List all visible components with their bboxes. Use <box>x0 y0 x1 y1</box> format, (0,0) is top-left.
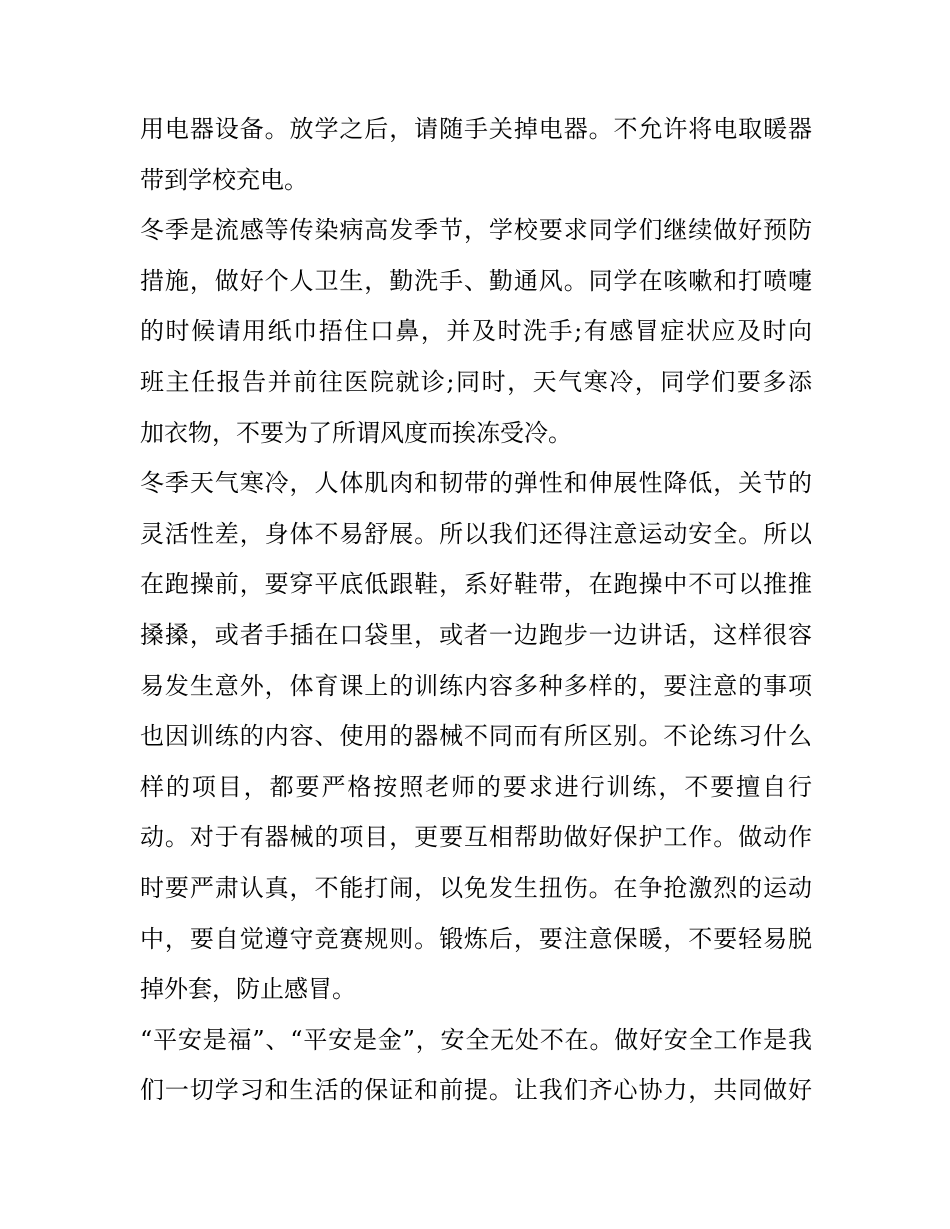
text-line: “平安是福”、“平安是金”，安全无处不在。做好安全工作是我 <box>140 1025 812 1054</box>
text-line: 措施，做好个人卫生，勤洗手、勤通风。同学在咳嗽和打喷嚏 <box>140 266 812 295</box>
text-line: 动。对于有器械的项目，更要互相帮助做好保护工作。做动作 <box>140 823 812 852</box>
text-line: 也因训练的内容、使用的器械不同而有所区别。不论练习什么 <box>140 722 812 751</box>
paragraph-exercise-safety <box>140 458 812 1015</box>
text-line: 掉外套，防止感冒。 <box>140 975 356 1004</box>
text-line: 用电器设备。放学之后，请随手关掉电器。不允许将电取暖器 <box>140 115 812 143</box>
text-line: 班主任报告并前往医院就诊;同时，天气寒冷，同学们要多添 <box>140 367 812 396</box>
text-line: 的时候请用纸巾捂住口鼻，并及时洗手;有感冒症状应及时向 <box>140 317 812 346</box>
text-line: 样的项目，都要严格按照老师的要求进行训练，不要擅自行 <box>140 772 812 801</box>
text-line: 时要严肃认真，不能打闹，以免发生扭伤。在争抢激烈的运动 <box>140 873 812 902</box>
text-line: 灵活性差，身体不易舒展。所以我们还得注意运动安全。所以 <box>140 519 812 548</box>
text-line: 搡搡，或者手插在口袋里，或者一边跑步一边讲话，这样很容 <box>140 620 812 649</box>
paragraph-flu-prevention <box>140 205 812 458</box>
text-line: 易发生意外，体育课上的训练内容多种多样的，要注意的事项 <box>140 671 812 700</box>
text-line: 带到学校充电。 <box>140 165 308 194</box>
text-line: 中，要自觉遵守竞赛规则。锻炼后，要注意保暖，不要轻易脱 <box>140 924 812 953</box>
paragraph-electrical-safety <box>140 104 812 205</box>
text-line: 加衣物，不要为了所谓风度而挨冻受冷。 <box>140 418 572 447</box>
paragraph-conclusion <box>140 1015 812 1116</box>
document-page <box>140 104 812 1116</box>
text-line: 冬季是流感等传染病高发季节，学校要求同学们继续做好预防 <box>140 216 812 245</box>
text-line: 冬季天气寒冷，人体肌肉和韧带的弹性和伸展性降低，关节的 <box>140 469 812 498</box>
text-line: 在跑操前，要穿平底低跟鞋，系好鞋带，在跑操中不可以推推 <box>140 570 812 599</box>
text-line: 们一切学习和生活的保证和前提。让我们齐心协力，共同做好 <box>140 1076 812 1105</box>
